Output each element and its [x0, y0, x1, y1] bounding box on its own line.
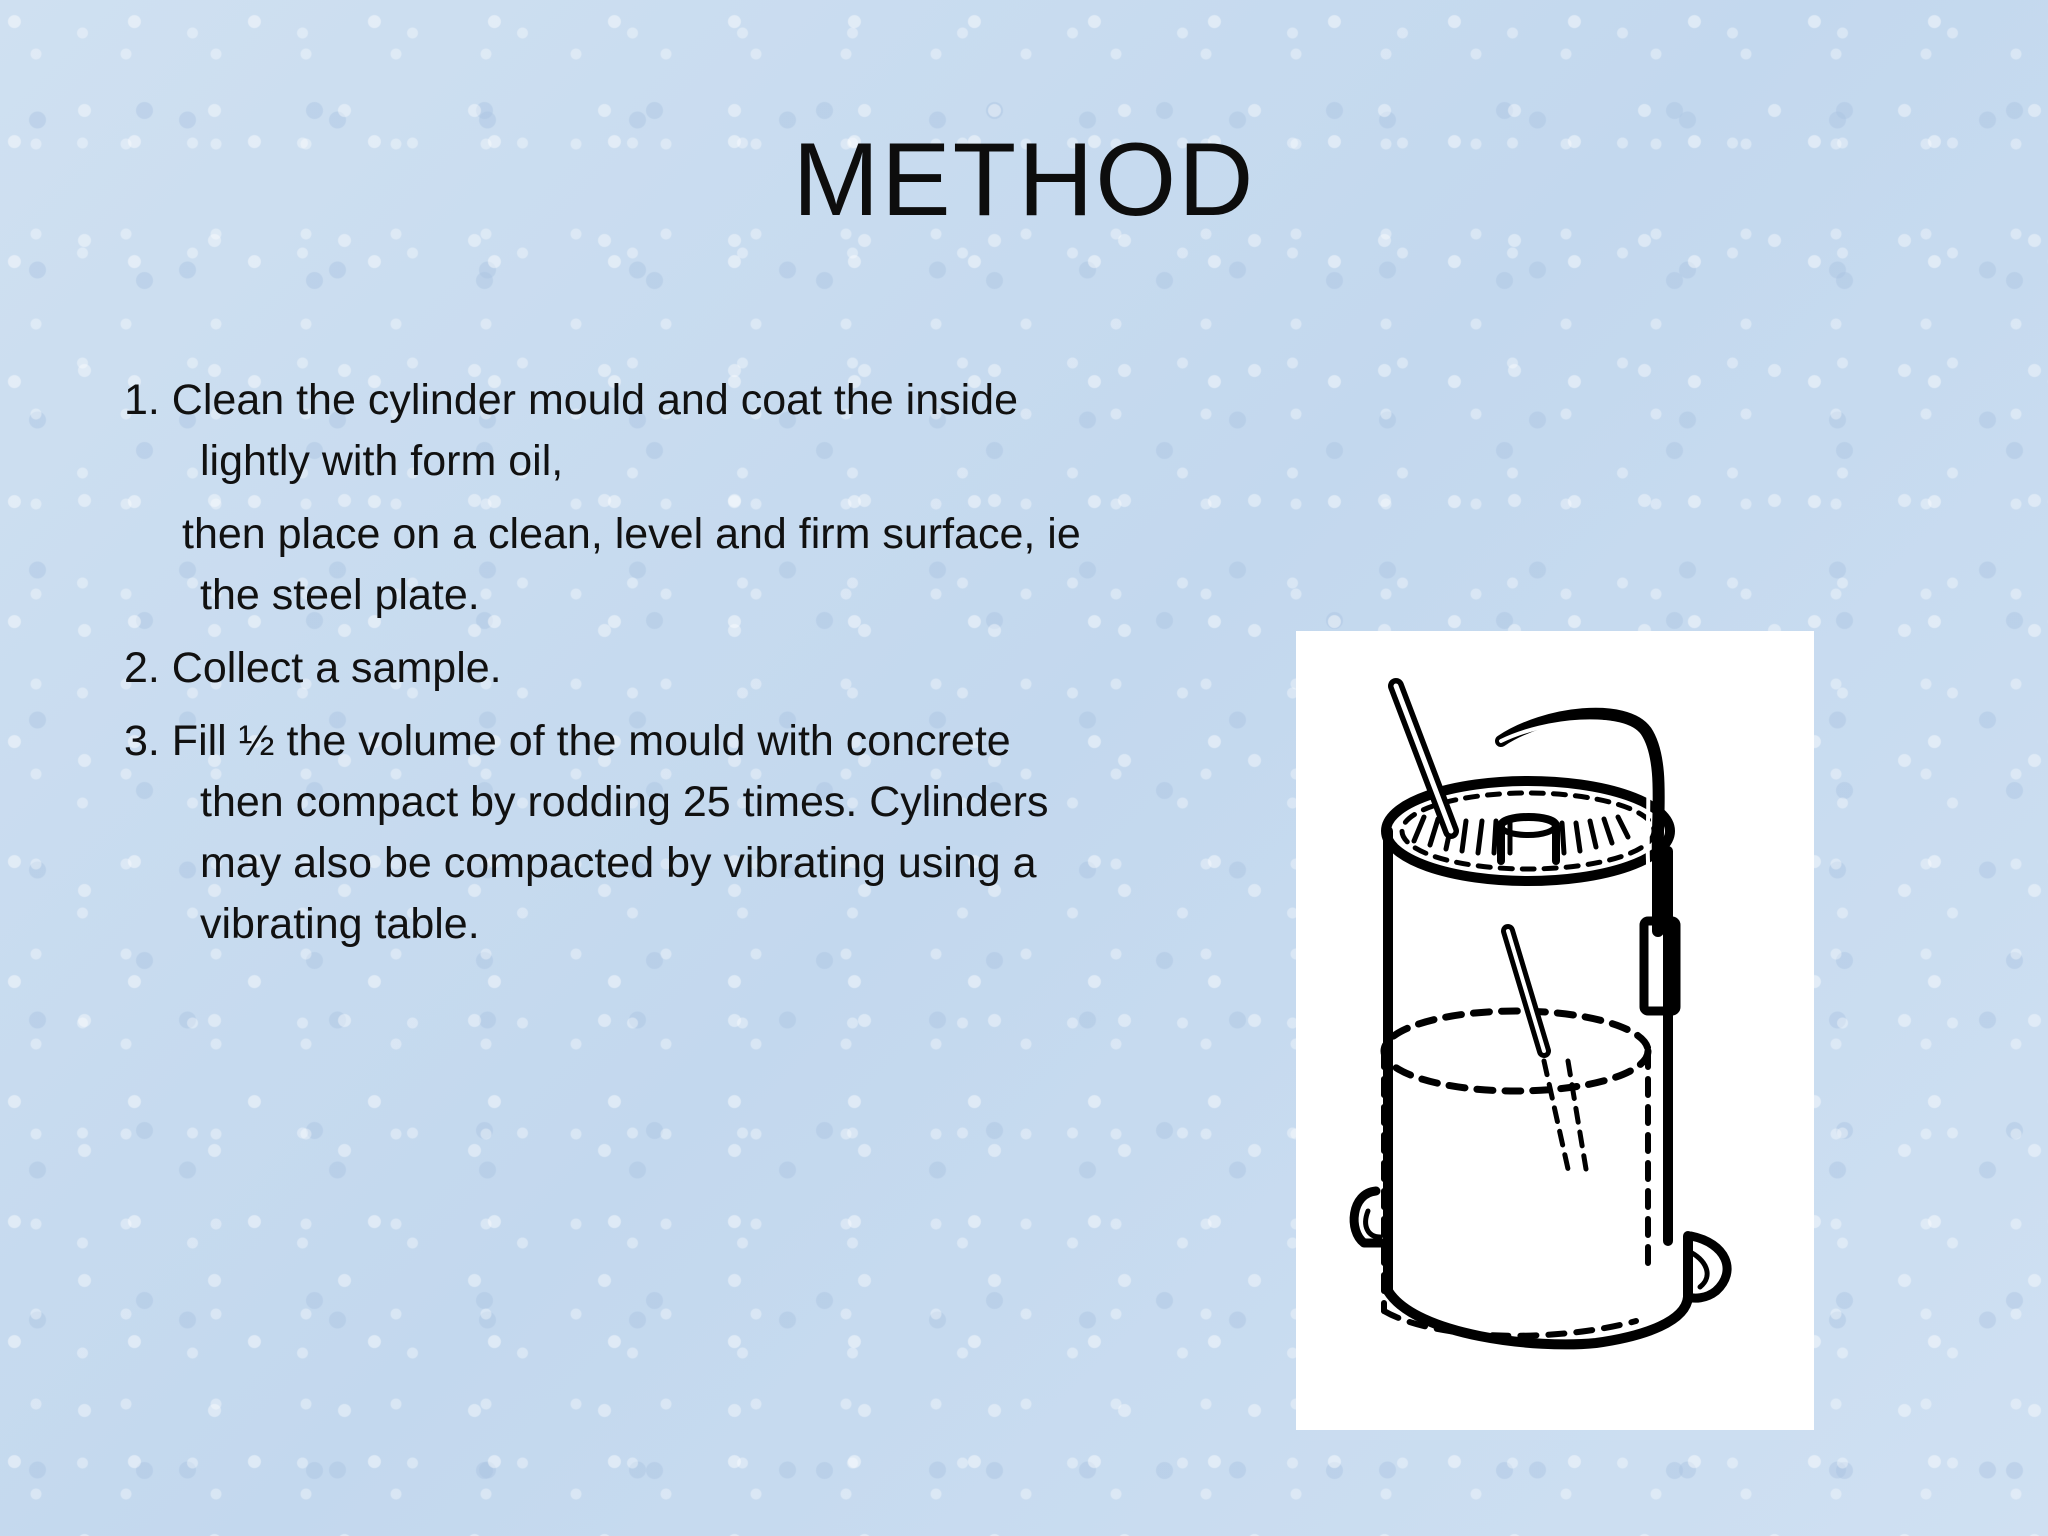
step-1-continued [124, 504, 1184, 626]
step-2 [124, 638, 1184, 699]
step-3-line-3: may also be compacted by vibrating using a [200, 839, 1037, 887]
cylinder-mould-figure [1296, 631, 1814, 1430]
cylinder-mould-rodding-illustration-icon [1296, 631, 1814, 1430]
step-3-line-1: 3. Fill ½ the volume of the mould with concrete [124, 717, 1011, 765]
step-1-line-1: 1. Clean the cylinder mould and coat the inside [124, 376, 1018, 424]
step-3-line-2: then compact by rodding 25 times. Cylinders [200, 778, 1049, 826]
step-2-line-1: 2. Collect a sample. [124, 644, 502, 692]
method-steps [124, 370, 1184, 967]
step-3-line-4: vibrating table. [200, 900, 480, 948]
step-1-continued-line-2: the steel plate. [200, 571, 480, 619]
step-1-line-2: lightly with form oil, [200, 437, 564, 485]
slide-title: METHOD [792, 122, 1256, 238]
step-1-continued-line-1: then place on a clean, level and firm surface, ie [182, 510, 1081, 558]
step-3 [124, 711, 1184, 955]
step-1 [124, 370, 1184, 492]
